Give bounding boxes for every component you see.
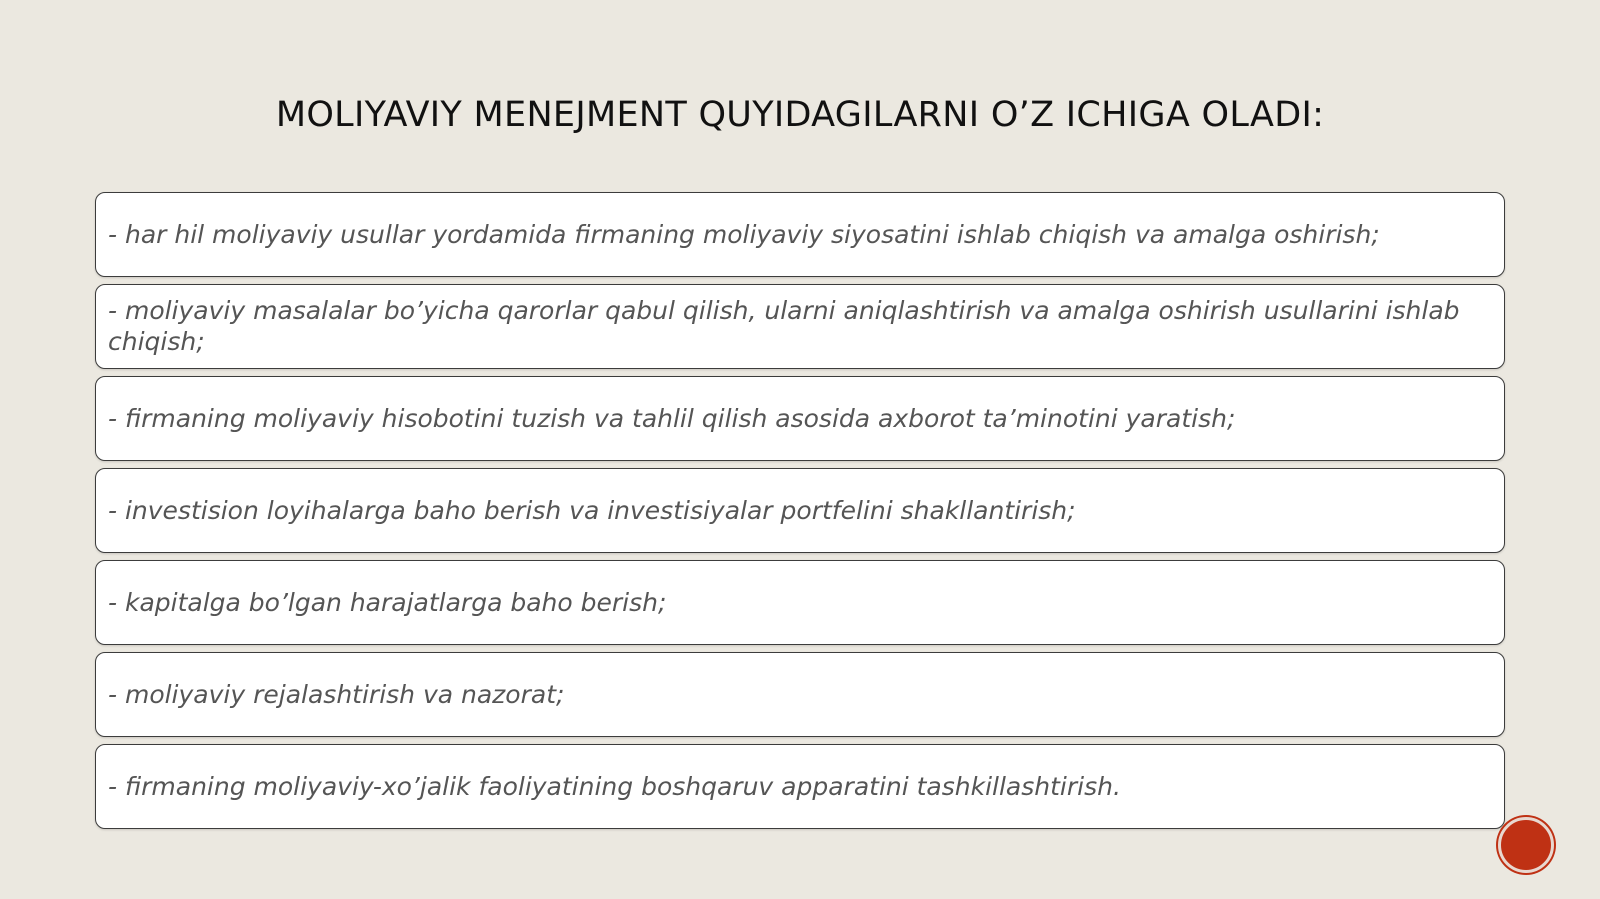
next-slide-button[interactable] (1498, 817, 1554, 873)
list-item-text: - moliyaviy masalalar bo’yicha qarorlar qabul qilish, ularni aniqlashtirish va amalga oshirish usullarini ishlab chiqish; (108, 296, 1460, 356)
list-item-text: - moliyaviy rejalashtirish va nazorat; (108, 680, 565, 709)
list-item-text: - investision loyihalarga baho berish va investisiyalar portfelini shakllantirish; (108, 496, 1076, 525)
list-item (95, 192, 1505, 277)
list-item (95, 744, 1505, 829)
slide-title: MOLIYAVIY MENEJMENT QUYIDAGILARNI O’Z ICHIGA OLADI: (275, 95, 1325, 135)
list-item (95, 560, 1505, 645)
list-item-text: - har hil moliyaviy usullar yordamida firmaning moliyaviy siyosatini ishlab chiqish va amalga oshirish; (108, 220, 1380, 249)
list-item (95, 652, 1505, 737)
list-item-text: - firmaning moliyaviy hisobotini tuzish va tahlil qilish asosida axborot ta’minotini yaratish; (108, 404, 1236, 433)
list-item (95, 284, 1505, 369)
list-item-text: - kapitalga bo’lgan harajatlarga baho berish; (108, 588, 667, 617)
list-item (95, 468, 1505, 553)
list-item (95, 376, 1505, 461)
list-item-text: - firmaning moliyaviy-xo’jalik faoliyatining boshqaruv apparatini tashkillashtirish. (108, 772, 1121, 801)
content-list (95, 192, 1505, 829)
